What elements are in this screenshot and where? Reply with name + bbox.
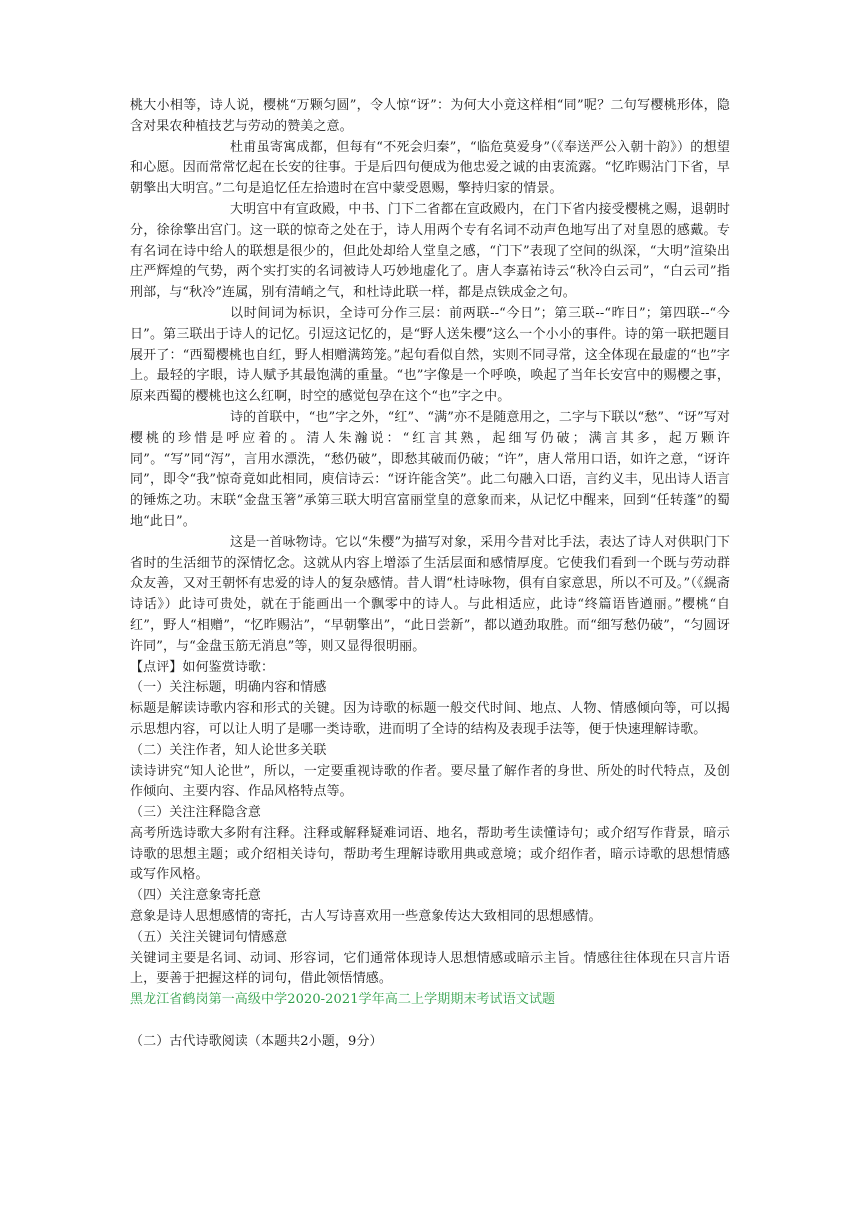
section-heading: （二）古代诗歌阅读（本题共2小题，9分） xyxy=(130,1033,383,1049)
paragraph: 杜甫虽寄寓成都，但每有“不死会归秦”，“临危莫爱身”（《奉送严公入朝十韵》）的想望和心愿。因而常常忆起在长安的往事。于是后四句便成为他忠爱之诚的由衷流露。“忆昨赐沾门下省，早朝擎出大明宫。”二句是追忆任左拾遗时在宫中蒙受恩赐，擎持归家的情景。 xyxy=(130,139,730,197)
spacer xyxy=(130,1011,730,1032)
paragraph: 读诗讲究“知人论世”，所以，一定要重视诗歌的作者。要尽量了解作者的身世、所处的时代特点，及创作倾向、主要内容、作品风格特点等。 xyxy=(130,763,730,800)
paragraph: 关键词主要是名词、动词、形容词，它们通常体现诗人思想情感或暗示主旨。情感往往体现在只言片语上，要善于把握这样的词句，借此领悟情感。 xyxy=(130,950,730,987)
paragraph: 意象是诗人思想感情的寄托，古人写诗喜欢用一些意象传达大致相同的思想感情。 xyxy=(130,909,602,925)
source-line: 黑龙江省鹤岗第一高级中学2020-2021学年高二上学期期末考试语文试题 xyxy=(130,992,556,1008)
subheading: （二）关注作者，知人论世多关联 xyxy=(130,742,327,758)
paragraph: 标题是解读诗歌内容和形式的关键。因为诗歌的标题一般交代时间、地点、人物、情感倾向等，可以揭示思想内容，可以让人明了是哪一类诗歌，进而明了全诗的结构及表现手法等，便于快速理解诗歌。 xyxy=(130,701,730,737)
paragraph: 高考所选诗歌大多附有注释。注释或解释疑难词语、地名，帮助考生读懂诗句；或介绍写作背景，暗示诗歌的思想主题；或介绍相关诗句，帮助考生理解诗歌用典或意境；或介绍作者，暗示诗歌的思想情感或写作风格。 xyxy=(130,825,730,883)
document-body xyxy=(130,96,730,1053)
subheading: （四）关注意象寄托意 xyxy=(130,888,262,904)
paragraph: 以时间词为标识，全诗可分作三层：前两联--“今日”；第三联--“昨日”；第四联--“今日”。第三联出于诗人的记忆。引逗这记忆的，是“野人送朱樱”这么一个小小的事件。诗的第一联把题目展开了：“西蜀樱桃也自红，野人相赠满筠笼。”起句看似自然，实则不同寻常，这全体现在最虚的“也”字上。最轻的字眼，诗人赋予其最饱满的重量。“也”字像是一个呼唤，唤起了当年长安宫中的赐樱之事，原来西蜀的樱桃也这么红啊，时空的感觉包孕在这个“也”字之中。 xyxy=(130,305,730,405)
paragraph: 这是一首咏物诗。它以“朱樱”为描写对象，采用今昔对比手法，表达了诗人对供职门下省时的生活细节的深情忆念。这就从内容上增添了生活层面和感情厚度。它使我们看到一个既与劳动群众友善，又对王朝怀有忠爱的诗人的复杂感情。昔人谓“杜诗咏物，俱有自家意思，所以不可及。”（《縨斋诗话》）此诗可贵处，就在于能画出一个飘零中的诗人。与此相适应，此诗“终篇语皆遒丽。”樱桃“自红”，野人“相赠”，“忆昨赐沾”，“早朝擎出”，“此日尝新”，都以遒劲取胜。而“细写愁仍破”，“匀圆讶许同”，与“金盘玉筋无消息”等，则又显得很明丽。 xyxy=(130,534,730,654)
paragraph: 桃大小相等，诗人说，樱桃“万颗匀圆”，令人惊“讶”：为何大小竟这样相“同”呢？二句写樱桃形体，隐含对果农种植技艺与劳动的赞美之意。 xyxy=(130,98,730,134)
comment-heading: 【点评】如何鉴赏诗歌： xyxy=(130,659,275,675)
paragraph: 大明宫中有宣政殿，中书、门下二省都在宣政殿内，在门下省内接受樱桃之赐，退朝时分，徐徐擎出宫门。这一联的惊奇之处在于，诗人用两个专有名词不动声色地写出了对皇恩的感戴。专有名词在诗中给人的联想是很少的，但此处却给人堂皇之感，“门下”表现了空间的纵深，“大明”渲染出庄严辉煌的气势，两个实打实的名词被诗人巧妙地虚化了。唐人李嘉祐诗云“秋冷白云司”，“白云司”指刑部，与“秋冷”连属，别有清峭之气，和杜诗此联一样，都是点铁成金之句。 xyxy=(130,201,730,301)
paragraph: 诗的首联中，“也”字之外，“红”、“满”亦不是随意用之，二字与下联以“愁”、“讶”写对樱桃的珍惜是呼应着的。清人朱瀚说：“红言其熟，起细写仍破；满言其多，起万颗许同”。“写”同“泻”，言用水漂洗，“愁仍破”，即愁其破而仍破；“许”，唐人常用口语，如许之意，“讶许同”，即令“我”惊奇竟如此相同，庾信诗云：“讶许能含笑”。此二句融入口语，言约义丰，见出诗人语言的锤炼之功。末联“金盘玉箸”承第三联大明宫富丽堂皇的意象而来，从记忆中醒来，回到“任转蓬”的蜀地“此日”。 xyxy=(130,409,730,529)
subheading: （五）关注关键词句情感意 xyxy=(130,929,288,945)
subheading: （一）关注标题，明确内容和情感 xyxy=(130,680,327,696)
subheading: （三）关注注释隐含意 xyxy=(130,805,262,821)
